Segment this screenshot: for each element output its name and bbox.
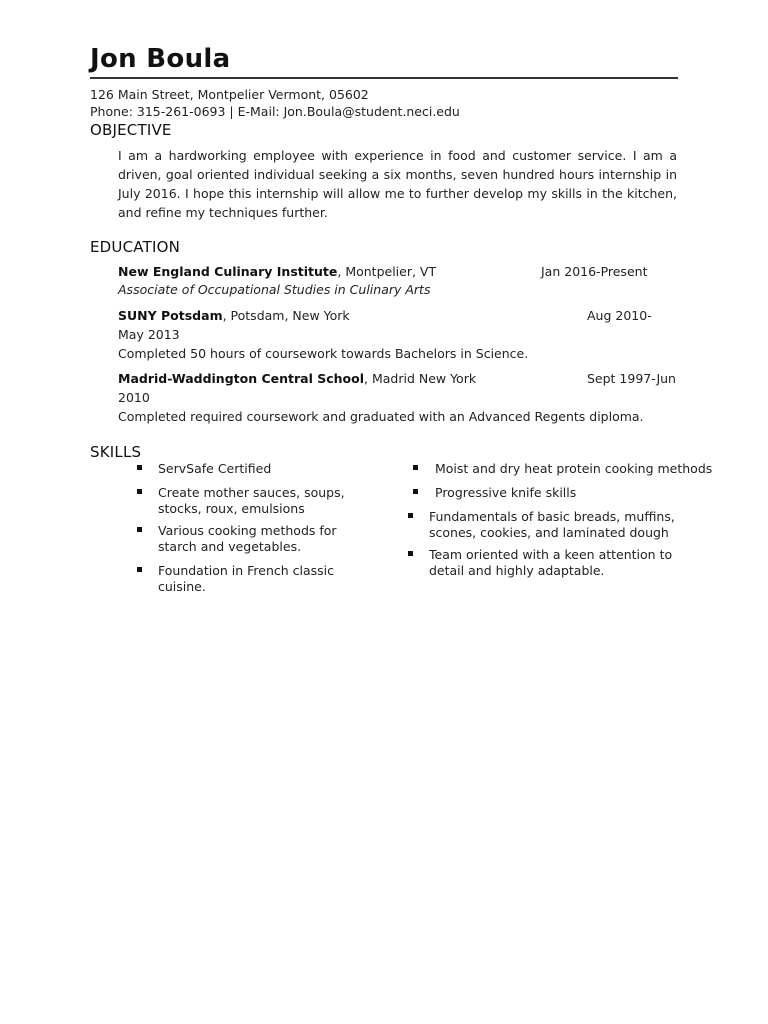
- candidate-name: Jon Boula: [90, 44, 231, 74]
- objective-heading: OBJECTIVE: [90, 121, 172, 139]
- education-date-continued: May 2013: [118, 327, 180, 342]
- education-date: Jan 2016-Present: [541, 264, 648, 279]
- education-entry-1: [118, 264, 436, 279]
- school-location: , Potsdam, New York: [222, 308, 350, 323]
- skill-item: Foundation in French classic cuisine.: [158, 563, 335, 594]
- objective-text: I am a hardworking employee with experience in food and customer service. I am a driven, goal oriented individual seeking a six months, seven hundred hours internship in July 2016. I hope this internship will allow me to further develop my skills in the kitchen, and refine my techniques further.: [118, 148, 677, 220]
- school-name: SUNY Potsdam: [118, 308, 223, 323]
- bullet-icon: [408, 551, 413, 556]
- header-divider: [90, 77, 678, 79]
- education-date-continued: 2010: [118, 390, 150, 405]
- education-heading: EDUCATION: [90, 238, 180, 256]
- education-detail: Associate of Occupational Studies in Culinary Arts: [118, 282, 431, 297]
- school-location: , Madrid New York: [364, 371, 477, 386]
- bullet-icon: [413, 489, 418, 494]
- bullet-icon: [413, 465, 418, 470]
- education-date: Aug 2010-: [587, 308, 652, 323]
- skill-item: Create mother sauces, soups, stocks, roux, emulsions: [158, 485, 345, 516]
- skill-item: ServSafe Certified: [158, 461, 272, 476]
- education-date: Sept 1997-Jun: [587, 371, 676, 386]
- education-detail: Completed 50 hours of coursework towards Bachelors in Science.: [118, 346, 529, 361]
- bullet-icon: [137, 465, 142, 470]
- skill-item: Team oriented with a keen attention to detail and highly adaptable.: [429, 547, 673, 578]
- education-detail: Completed required coursework and graduated with an Advanced Regents diploma.: [118, 409, 644, 424]
- skill-item: Various cooking methods for starch and vegetables.: [158, 523, 337, 554]
- bullet-icon: [408, 513, 413, 518]
- bullet-icon: [137, 527, 142, 532]
- education-entry-3: [118, 371, 476, 386]
- skill-item: Moist and dry heat protein cooking methods: [435, 461, 713, 476]
- education-entry-2: [118, 308, 350, 323]
- school-name: New England Culinary Institute: [118, 264, 338, 279]
- skills-heading: SKILLS: [90, 443, 142, 461]
- contact-line: Phone: 315-261-0693 | E-Mail: Jon.Boula@student.neci.edu: [90, 104, 460, 119]
- skill-item: Fundamentals of basic breads, muffins, scones, cookies, and laminated dough: [429, 509, 675, 540]
- bullet-icon: [137, 489, 142, 494]
- school-location: , Montpelier, VT: [337, 264, 437, 279]
- skill-item: Progressive knife skills: [435, 485, 577, 500]
- school-name: Madrid-Waddington Central School: [118, 371, 364, 386]
- bullet-icon: [137, 567, 142, 572]
- address-line: 126 Main Street, Montpelier Vermont, 05602: [90, 87, 369, 102]
